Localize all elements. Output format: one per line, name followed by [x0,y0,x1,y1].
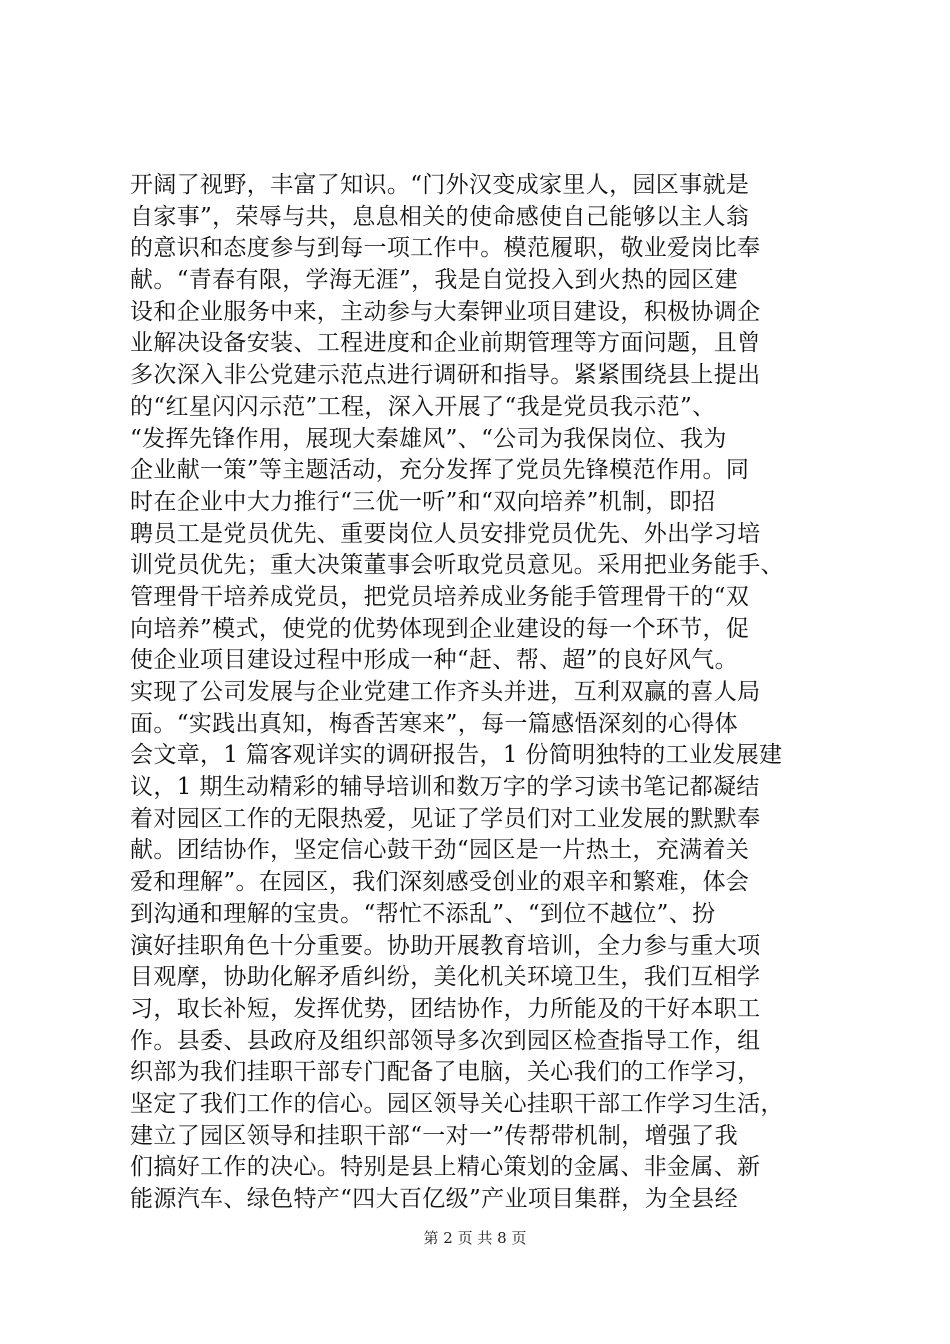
document-body [130,170,830,1216]
text-line: “发挥先锋作用，展现大秦雄风”、“公司为我保岗位、我为 [130,425,727,452]
text-line: 面。“实践出真知，梅香苦寒来”，每一篇感悟深刻的心得体 [130,710,738,737]
text-line: 们搞好工作的决心。特别是县上精心策划的金属、非金属、新 [130,1154,761,1181]
text-line: 献。“青春有限，学海无涯”，我是自觉投入到火热的园区建 [130,267,738,294]
text-line: 目观摩，协助化解矛盾纠纷，美化机关环境卫生，我们互相学 [130,964,761,991]
text-line: 的“红星闪闪示范”工程，深入开展了“我是党员我示范”、 [130,393,716,420]
text-line: 业解决设备安装、工程进度和企业前期管理等方面问题，且曾 [130,330,761,357]
text-line: 训党员优先；重大决策董事会听取党员意见。采用把业务能手、 [130,552,784,579]
text-line: 向培养”模式，使党的优势体现到企业建设的每一个环节，促 [130,615,750,642]
text-line: 时在企业中大力推行“三优一听”和“双向培养”机制，即招 [130,488,716,515]
text-line: 聘员工是党员优先、重要岗位人员安排党员优先、外出学习培 [130,520,761,547]
text-line: 爱和理解”。在园区，我们深刻感受创业的艰辛和繁难，体会 [130,869,750,896]
text-line: 演好挂职角色十分重要。协助开展教育培训，全力参与重大项 [130,932,761,959]
text-line: 议，1 期生动精彩的辅导培训和数万字的学习读书笔记都凝结 [130,774,760,801]
text-line: 自家事”，荣辱与共，息息相关的使命感使自己能够以主人翁 [130,203,750,230]
text-line: 管理骨干培养成党员，把党员培养成业务能手管理骨干的“双 [130,583,750,610]
text-line: 多次深入非公党建示范点进行调研和指导。紧紧围绕县上提出 [130,362,761,389]
text-line: 的意识和态度参与到每一项工作中。模范履职，敬业爱岗比奉 [130,235,761,262]
text-line: 会文章，1 篇客观详实的调研报告，1 份简明独特的工业发展建 [130,742,783,769]
page-number-footer: 第 2 页 共 8 页 [423,1229,527,1247]
text-line: 作。县委、县政府及组织部领导多次到园区检查指导工作，组 [130,1027,761,1054]
text-line: 开阔了视野，丰富了知识。“门外汉变成家里人，园区事就是 [130,172,750,198]
text-line: 到沟通和理解的宝贵。“帮忙不添乱”、“到位不越位”、扮 [130,900,716,927]
text-line: 实现了公司发展与企业党建工作齐头并进，互利双赢的喜人局 [130,679,761,705]
text-line: 织部为我们挂职干部专门配备了电脑，关心我们的工作学习， [130,1059,761,1086]
text-line: 坚定了我们工作的信心。园区领导关心挂职干部工作学习生活， [130,1090,784,1117]
text-line: 着对园区工作的无限热爱，见证了学员们对工业发展的默默奉 [130,805,761,832]
text-line: 习，取长补短，发挥优势，团结协作，力所能及的干好本职工 [130,995,761,1022]
text-line: 设和企业服务中来，主动参与大秦钾业项目建设，积极协调企 [130,298,761,325]
text-line: 企业献一策”等主题活动，充分发挥了党员先锋模范作用。同 [130,457,750,484]
text-line: 建立了园区领导和挂职干部“一对一”传帮带机制，增强了我 [130,1122,738,1149]
text-line: 能源汽车、绿色特产“四大百亿级”产业项目集群，为全县经 [130,1186,738,1212]
text-line: 献。团结协作，坚定信心鼓干劲“园区是一片热土，充满着关 [130,837,750,864]
text-line: 使企业项目建设过程中形成一种“赶、帮、超”的良好风气。 [130,647,738,674]
